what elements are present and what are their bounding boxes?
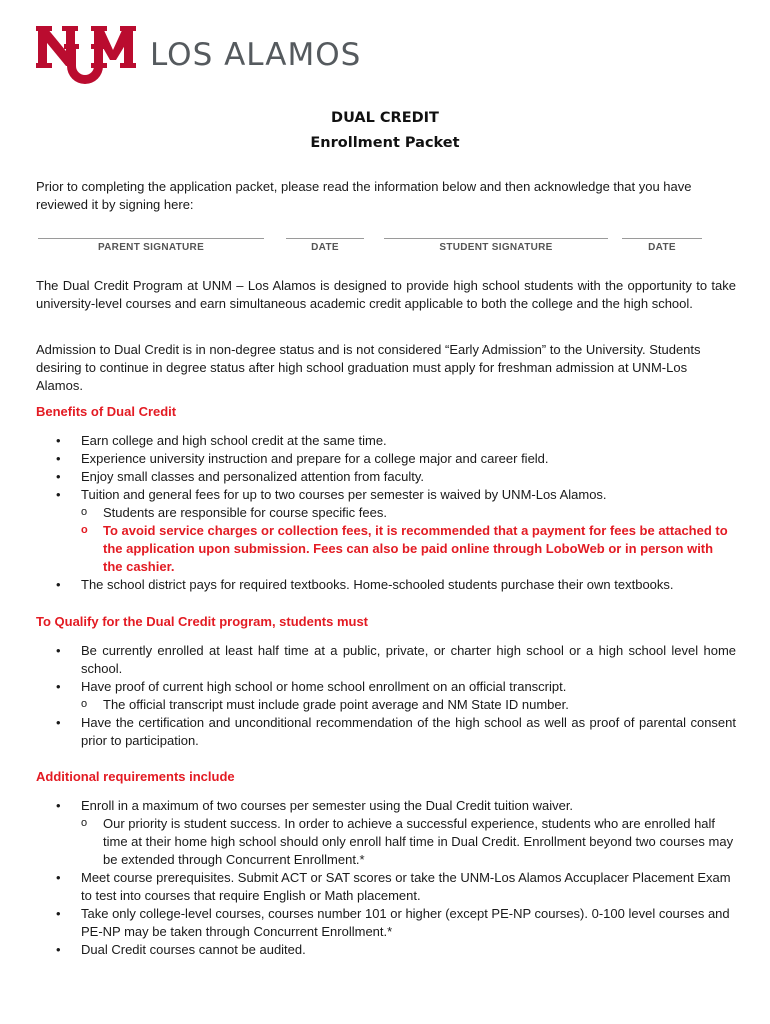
list-subitem: o Our priority is student success. In order to achieve a successful experience, students who are enrolled half time at their home high school should only enroll half time in Dual Credit. Enrollment beyond two courses may be extended through Concurrent Enrollment.* [36,815,736,869]
parent-date-field[interactable] [286,226,364,253]
list-item: • Dual Credit courses cannot be audited. [36,941,736,959]
title-line-2: Enrollment Packet [310,135,460,151]
list-subitem: o The official transcript must include grade point average and NM State ID number. [36,696,736,714]
student-date-field[interactable] [622,226,702,253]
admission-paragraph: Admission to Dual Credit is in non-degree status and is not considered “Early Admission” to the University. Students desiring to continue in degree status after high school graduation must apply for freshman admission at UNM-Los Alamos. [36,342,701,393]
signature-label: DATE [311,242,339,253]
list-item: • Have proof of current high school or home school enrollment on an official transcript. [36,678,736,696]
list-item: • Take only college-level courses, courses number 101 or higher (except PE-NP courses). 0-100 level courses and PE-NP may be taken through Concurrent Enrollment.* [36,905,736,941]
signature-line [286,226,364,239]
intro-paragraph: Prior to completing the application packet, please read the information below and then acknowledge that you have reviewed it by signing here: [36,179,692,212]
additional-heading: Additional requirements include [36,769,235,784]
additional-list [36,797,736,959]
program-description: The Dual Credit Program at UNM – Los Alamos is designed to provide high school students with the opportunity to take university-level courses and earn simultaneous academic credit applicable to both the college and the high school. [36,278,736,311]
list-item: • Tuition and general fees for up to two courses per semester is waived by UNM-Los Alamos. [36,486,736,504]
qualify-heading: To Qualify for the Dual Credit program, students must [36,614,369,629]
signature-row [36,226,736,260]
list-item: • Enroll in a maximum of two courses per semester using the Dual Credit tuition waiver. [36,797,736,815]
list-item: • Experience university instruction and prepare for a college major and career field. [36,450,736,468]
unm-logo-mark [36,24,136,86]
payment-notice: o To avoid service charges or collection fees, it is recommended that a payment for fees be attached to the application upon submission. Fees can also be paid online through LoboWeb or in person with the cashier. [36,522,736,576]
signature-line [38,226,264,239]
list-item: • Earn college and high school credit at the same time. [36,432,736,450]
signature-label: PARENT SIGNATURE [97,242,205,253]
qualify-list [36,642,736,750]
list-item: • Enjoy small classes and personalized attention from faculty. [36,468,736,486]
logo-text: LOS ALAMOS [150,37,362,73]
signature-line [384,226,608,239]
document-title [0,106,770,156]
student-signature-field[interactable] [384,226,608,253]
list-subitem: o Students are responsible for course specific fees. [36,504,736,522]
signature-label: DATE [648,242,676,253]
list-item: • Have the certification and unconditional recommendation of the high school as well as proof of parental consent prior to participation. [36,714,736,750]
list-item: • The school district pays for required textbooks. Home-schooled students purchase their own textbooks. [36,576,736,594]
benefits-heading: Benefits of Dual Credit [36,404,177,419]
signature-line [622,226,702,239]
list-item: • Be currently enrolled at least half time at a public, private, or charter high school or a high school level home school. [36,642,736,678]
list-item: • Meet course prerequisites. Submit ACT or SAT scores or take the UNM-Los Alamos Accuplacer Placement Exam to test into courses that require English or Math placement. [36,869,736,905]
parent-signature-field[interactable] [38,226,264,253]
title-line-1: DUAL CREDIT [331,110,439,126]
unm-logo [36,24,361,86]
benefits-list [36,432,736,594]
signature-label: STUDENT SIGNATURE [439,242,553,253]
